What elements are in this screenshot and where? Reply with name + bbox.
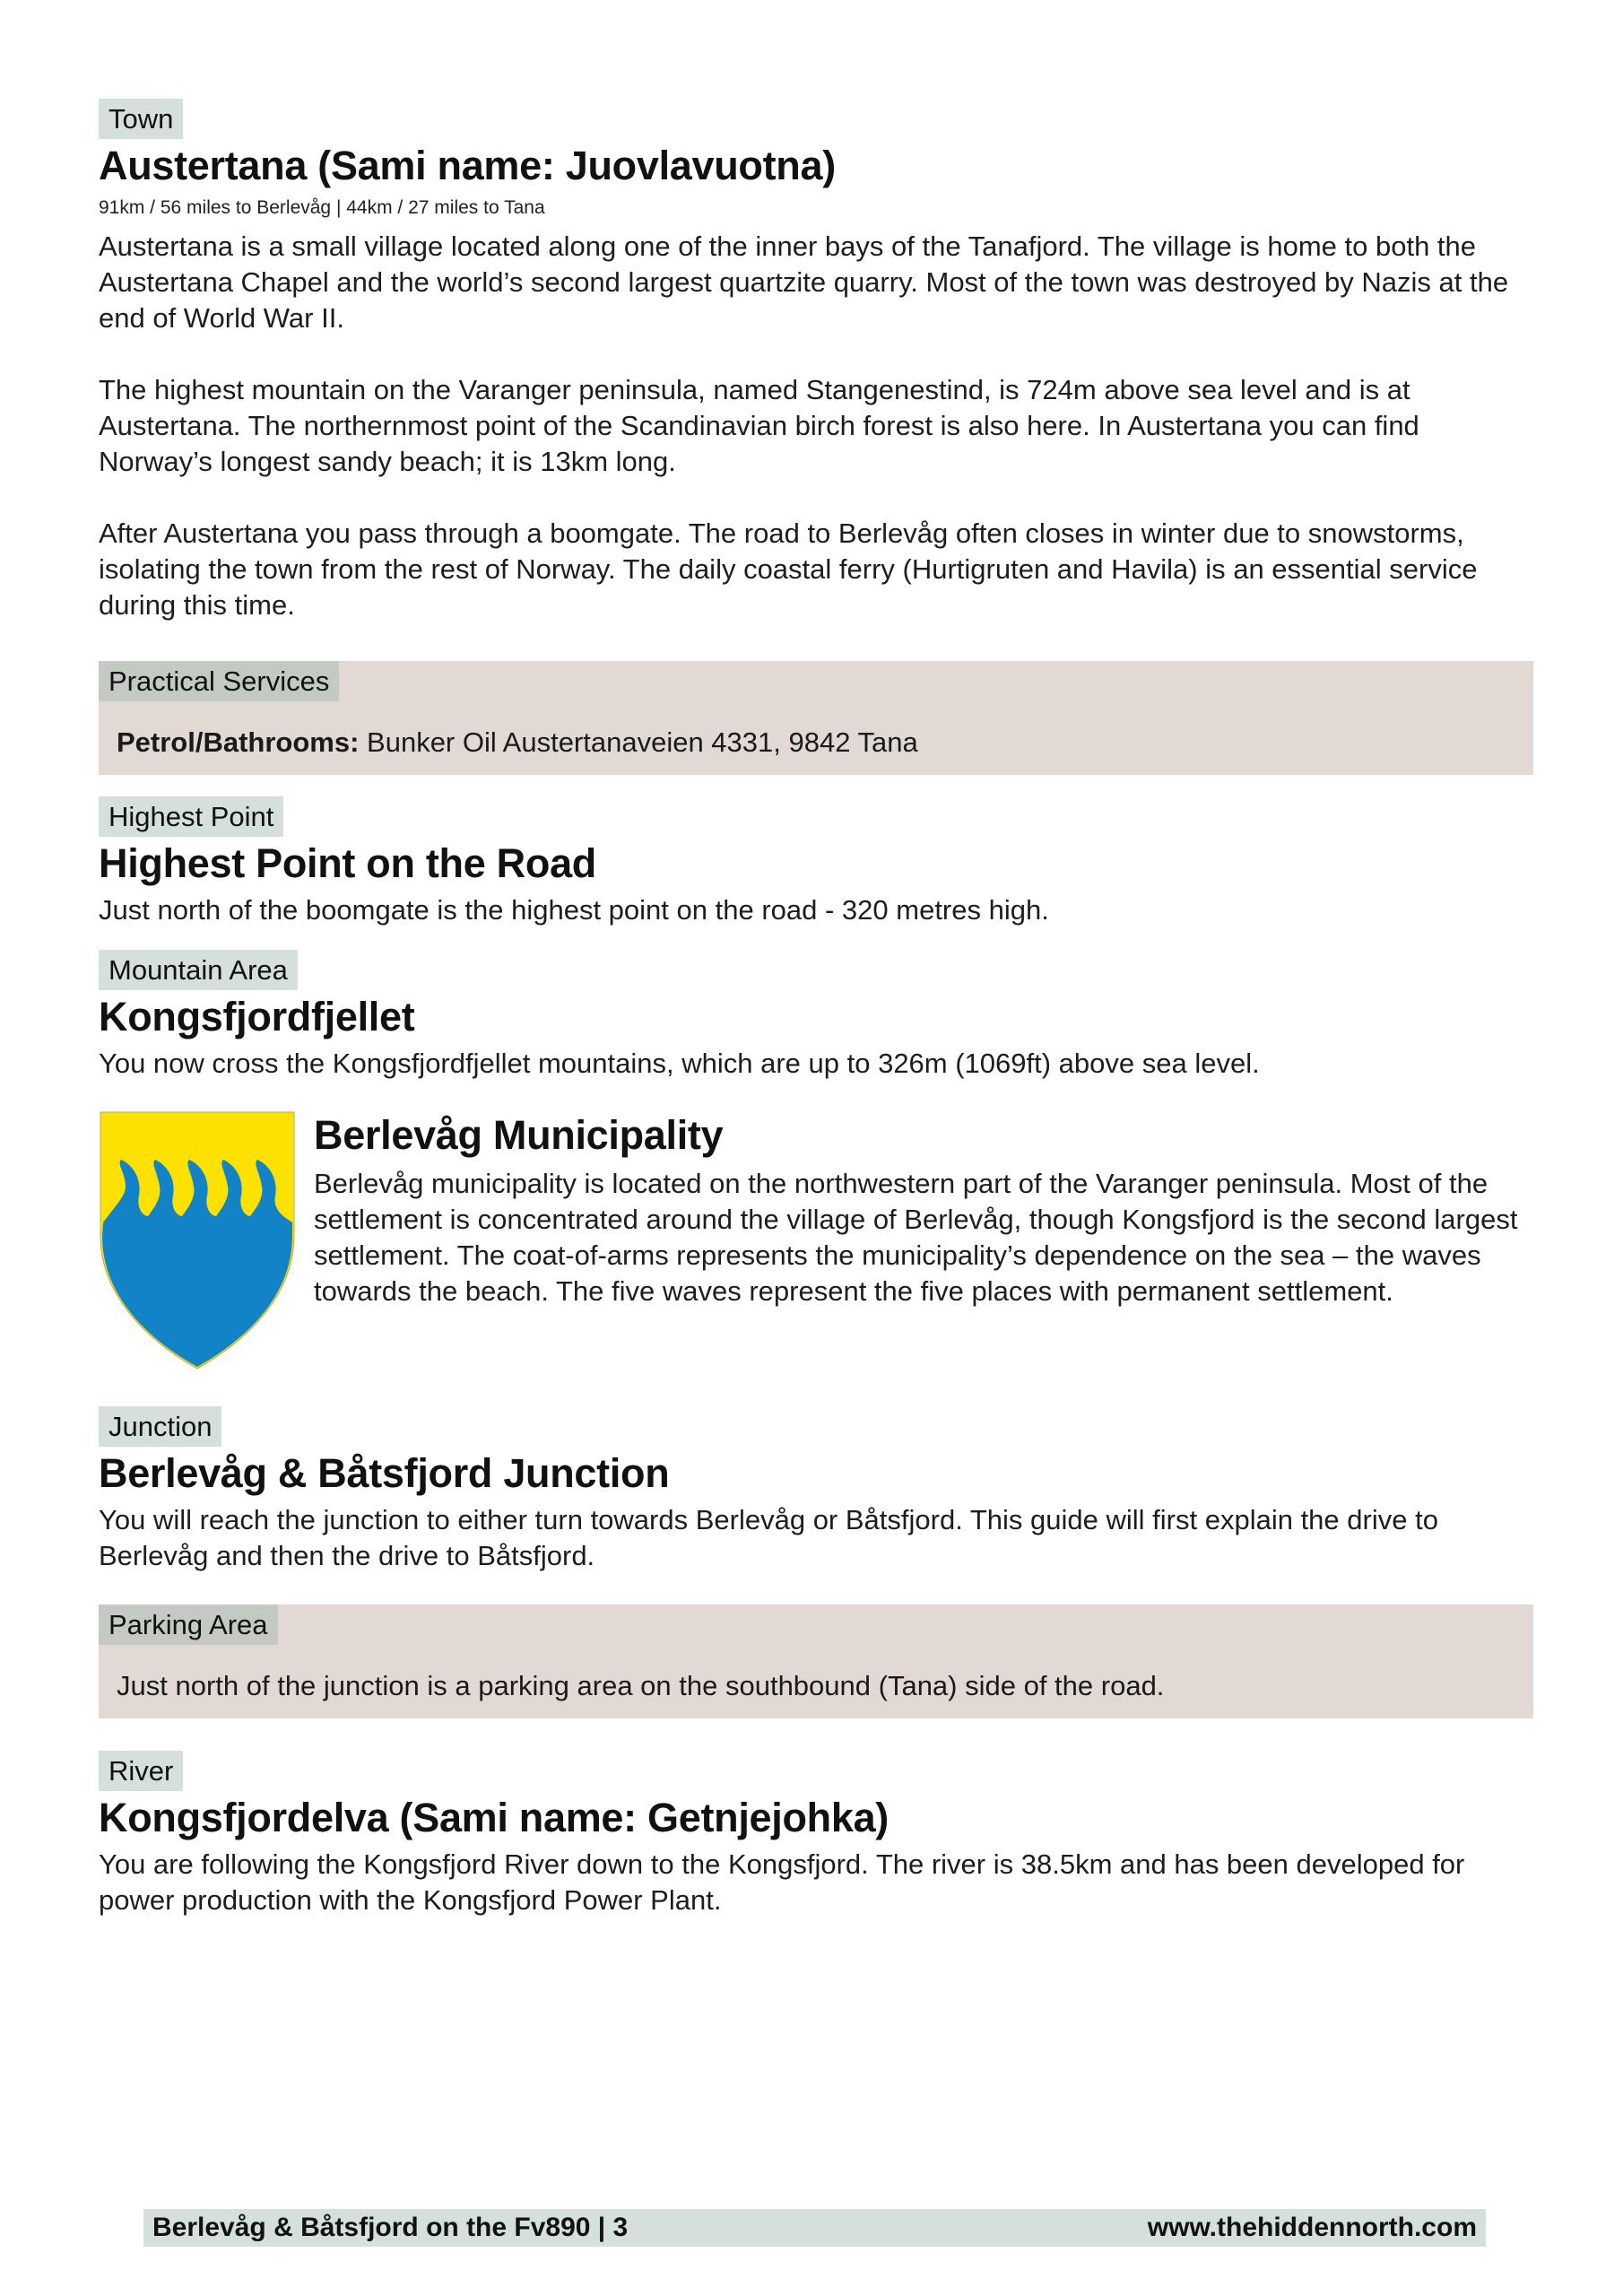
section-title: Kongsfjordelva (Sami name: Getnjejohka) [99, 1795, 889, 1840]
service-value: Bunker Oil Austertanaveien 4331, 9842 Tana [359, 726, 918, 758]
mountain-section [99, 950, 1533, 1082]
footer-website-link[interactable]: www.thehiddennorth.com [1147, 2213, 1477, 2242]
practical-services-box [99, 661, 1533, 775]
municipality-section [99, 1110, 1533, 1370]
section-title: Berlevåg & Båtsfjord Junction [99, 1450, 670, 1496]
page-content [99, 99, 1533, 1918]
municipality-text [314, 1110, 1533, 1370]
paragraph: You are following the Kongsfjord River down to the Kongsfjord. The river is 38.5km and has been developed for power production with the Kongsfjord Power Plant. [99, 1848, 1465, 1916]
page-footer [143, 2209, 1486, 2247]
service-label: Petrol/Bathrooms: [117, 726, 360, 758]
category-tag: Junction [99, 1406, 221, 1447]
paragraph: Berlevåg municipality is located on the northwestern part of the Varanger peninsula. Most of the settlement is concentrated around the village of Berlevåg, though Kongsfjord is the second largest settlement. The coat-of-arms represents the municipality’s dependence on the sea – the waves towards the beach. The five waves represent the five places with permanent settlement. [314, 1168, 1518, 1307]
river-section [99, 1751, 1533, 1918]
category-tag: River [99, 1751, 183, 1791]
coat-of-arms-icon [99, 1110, 296, 1370]
section-title: Austertana (Sami name: Juovlavuotna) [99, 143, 836, 188]
paragraph: After Austertana you pass through a boomgate. The road to Berlevåg often closes in winter due to snowstorms, isolating the town from the rest of Norway. The daily coastal ferry (Hurtigruten and Havila) is an essential service during this time. [99, 517, 1478, 621]
footer-title: Berlevåg & Båtsfjord on the Fv890 | 3 [152, 2213, 629, 2242]
category-tag: Parking Area [99, 1605, 278, 1645]
section-title: Kongsfjordfjellet [99, 994, 415, 1039]
highest-point-section [99, 796, 1533, 928]
category-tag: Highest Point [99, 796, 283, 837]
section-title: Berlevåg Municipality [314, 1112, 724, 1158]
paragraph: Just north of the boomgate is the highest point on the road - 320 metres high. [99, 894, 1049, 926]
paragraph: Austertana is a small village located along one of the inner bays of the Tanafjord. The village is home to both the Austertana Chapel and the world’s second largest quartzite quarry. Most of the town was destroyed by Nazis at the end of World War II. [99, 230, 1509, 334]
parking-area-box [99, 1605, 1533, 1718]
category-tag: Practical Services [99, 661, 339, 701]
section-title: Highest Point on the Road [99, 840, 596, 886]
parking-area-body: Just north of the junction is a parking area on the southbound (Tana) side of the road. [117, 1670, 1165, 1701]
practical-services-body [99, 701, 1533, 775]
town-section [99, 99, 1533, 623]
paragraph: You will reach the junction to either turn towards Berlevåg or Båtsfjord. This guide will first explain the drive to Berlevåg and then the drive to Båtsfjord. [99, 1504, 1438, 1571]
category-tag: Town [99, 99, 183, 139]
paragraph: You now cross the Kongsfjordfjellet mountains, which are up to 326m (1069ft) above sea level. [99, 1048, 1260, 1079]
paragraph: The highest mountain on the Varanger peninsula, named Stangenestind, is 724m above sea level and is at Austertana. The northernmost point of the Scandinavian birch forest is also here. In Austertana you can find Norway’s longest sandy beach; it is 13km long. [99, 374, 1419, 477]
category-tag: Mountain Area [99, 950, 298, 990]
distance-info: 91km / 56 miles to Berlevåg | 44km / 27 miles to Tana [99, 197, 545, 218]
junction-section [99, 1406, 1533, 1574]
